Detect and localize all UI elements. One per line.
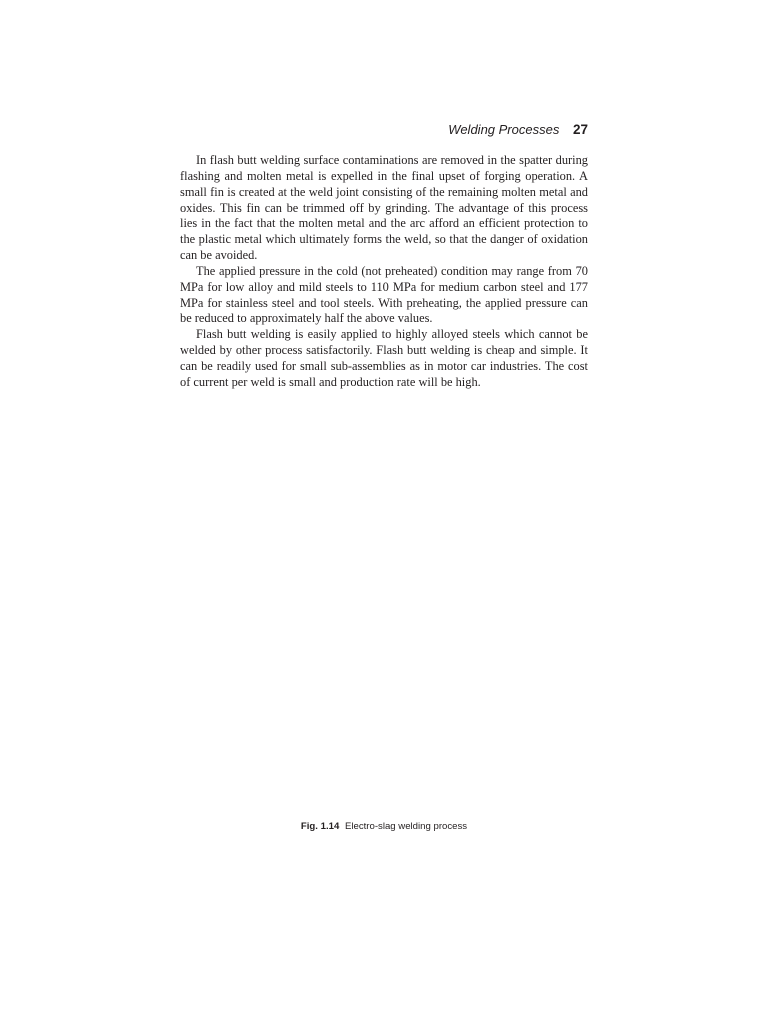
figure-label: Fig. 1.14 (300, 821, 340, 832)
running-head-title: Welding Processes (448, 122, 560, 137)
running-head (448, 121, 588, 139)
paragraph-flash-butt-contamination: In flash butt welding surface contaminations are removed in the spatter during flashing and molten metal is expelled in the final upset of forging operation. A small fin is created at the weld joint consisting of the remaining molten metal and oxides. This fin can be trimmed off by grinding. The advantage of this process lies in the fact that the molten metal and the arc afford an efficient protection to the plastic metal which ultimately forms the weld, so that the danger of oxidation can be avoided. (180, 153, 588, 263)
page-number: 27 (572, 122, 588, 137)
figure-caption-text: Electro-slag welding process (344, 821, 468, 832)
body-text (180, 153, 588, 391)
figure-caption (0, 820, 768, 834)
figure-placeholder (180, 400, 588, 810)
paragraph-alloyed-steels: Flash butt welding is easily applied to highly alloyed steels which cannot be welded by other process satisfactorily. Flash butt welding is cheap and simple. It can be readily used for small sub-assemblies as in motor car industries. The cost of current per weld is small and production rate will be high. (180, 327, 588, 389)
paragraph-applied-pressure: The applied pressure in the cold (not preheated) condition may range from 70 MPa for low alloy and mild steels to 110 MPa for medium carbon steel and 177 MPa for stainless steel and tool steels. With preheating, the applied pressure can be reduced to approximately half the above values. (180, 263, 588, 326)
